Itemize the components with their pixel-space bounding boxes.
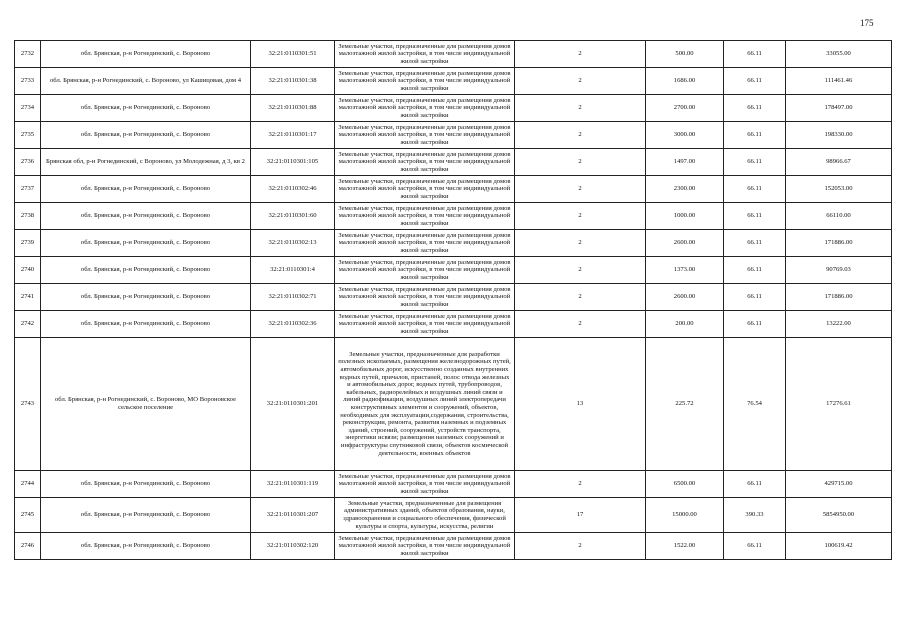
cadastral-number-cell: 32:21:0110301:119 <box>251 471 335 498</box>
cadastral-number-cell: 32:21:0110301:38 <box>251 68 335 95</box>
cadastral-number-cell: 32:21:0110301:60 <box>251 203 335 230</box>
row-number-cell: 2733 <box>15 68 41 95</box>
group-number-cell: 2 <box>515 122 646 149</box>
table-row <box>15 203 892 230</box>
area-cell: 1000.00 <box>646 203 724 230</box>
land-use-purpose-cell: Земельные участки, предназначенные для размещения домов малоэтажной жилой застройки, в том числе индивидуальной жилой застройки <box>335 95 515 122</box>
group-number-cell: 2 <box>515 68 646 95</box>
table-body <box>15 41 892 560</box>
cadastral-value-cell: 90769.03 <box>786 257 892 284</box>
cadastral-number-cell: 32:21:0110301:201 <box>251 338 335 471</box>
land-use-purpose-cell: Земельные участки, предназначенные для размещения домов малоэтажной жилой застройки, в том числе индивидуальной жилой застройки <box>335 471 515 498</box>
address-cell: обл. Брянская, р-н Рогнединский, с. Вороново <box>41 203 251 230</box>
table-row <box>15 122 892 149</box>
group-number-cell: 2 <box>515 230 646 257</box>
area-cell: 1497.00 <box>646 149 724 176</box>
cadastral-value-cell: 66110.00 <box>786 203 892 230</box>
cadastral-number-cell: 32:21:0110301:4 <box>251 257 335 284</box>
specific-value-cell: 76.54 <box>724 338 786 471</box>
land-use-purpose-cell: Земельные участки, предназначенные для размещения домов малоэтажной жилой застройки, в том числе индивидуальной жилой застройки <box>335 68 515 95</box>
group-number-cell: 2 <box>515 176 646 203</box>
area-cell: 2600.00 <box>646 284 724 311</box>
cadastral-number-cell: 32:21:0110302:36 <box>251 311 335 338</box>
cadastral-number-cell: 32:21:0110301:17 <box>251 122 335 149</box>
table-row <box>15 338 892 471</box>
address-cell: обл. Брянская, р-н Рогнединский, с. Вороново <box>41 498 251 533</box>
cadastral-number-cell: 32:21:0110302:46 <box>251 176 335 203</box>
specific-value-cell: 66.11 <box>724 41 786 68</box>
specific-value-cell: 66.11 <box>724 95 786 122</box>
row-number-cell: 2738 <box>15 203 41 230</box>
group-number-cell: 2 <box>515 284 646 311</box>
row-number-cell: 2746 <box>15 533 41 560</box>
row-number-cell: 2734 <box>15 95 41 122</box>
address-cell: обл. Брянская, р-н Рогнединский, с. Вороново <box>41 230 251 257</box>
specific-value-cell: 66.11 <box>724 203 786 230</box>
specific-value-cell: 66.11 <box>724 471 786 498</box>
cadastral-value-cell: 152053.00 <box>786 176 892 203</box>
specific-value-cell: 66.11 <box>724 230 786 257</box>
cadastral-number-cell: 32:21:0110301:88 <box>251 95 335 122</box>
cadastral-number-cell: 32:21:0110301:105 <box>251 149 335 176</box>
group-number-cell: 2 <box>515 533 646 560</box>
cadastral-value-cell: 198330.00 <box>786 122 892 149</box>
area-cell: 200.00 <box>646 311 724 338</box>
address-cell: обл. Брянская, р-н Рогнединский, с. Вороново <box>41 533 251 560</box>
address-cell: обл. Брянская, р-н Рогнединский, с. Вороново, ул Кашицовая, дом 4 <box>41 68 251 95</box>
table-row <box>15 498 892 533</box>
table-row <box>15 257 892 284</box>
cadastral-number-cell: 32:21:0110301:51 <box>251 41 335 68</box>
cadastral-number-cell: 32:21:0110302:71 <box>251 284 335 311</box>
specific-value-cell: 66.11 <box>724 533 786 560</box>
address-cell: обл. Брянская, р-н Рогнединский, с. Вороново <box>41 471 251 498</box>
cadastral-value-cell: 33055.00 <box>786 41 892 68</box>
row-number-cell: 2732 <box>15 41 41 68</box>
land-use-purpose-cell: Земельные участки, предназначенные для размещения административных зданий, объектов образования, науки, здравоохранения и социального обеспечения, физической культуры и спорта, культуры, искусства, религии <box>335 498 515 533</box>
row-number-cell: 2743 <box>15 338 41 471</box>
address-cell: обл. Брянская, р-н Рогнединский, с. Вороново, МО Вороновское сельское поселение <box>41 338 251 471</box>
table-row <box>15 230 892 257</box>
address-cell: Брянская обл, р-н Рогнединский, с Вороново, ул Молодежная, д 3, кв 2 <box>41 149 251 176</box>
land-use-purpose-cell: Земельные участки, предназначенные для размещения домов малоэтажной жилой застройки, в том числе индивидуальной жилой застройки <box>335 41 515 68</box>
table-row <box>15 149 892 176</box>
land-use-purpose-cell: Земельные участки, предназначенные для размещения домов малоэтажной жилой застройки, в том числе индивидуальной жилой застройки <box>335 122 515 149</box>
area-cell: 2600.00 <box>646 230 724 257</box>
land-use-purpose-cell: Земельные участки, предназначенные для размещения домов малоэтажной жилой застройки, в том числе индивидуальной жилой застройки <box>335 230 515 257</box>
area-cell: 1686.00 <box>646 68 724 95</box>
group-number-cell: 2 <box>515 41 646 68</box>
address-cell: обл. Брянская, р-н Рогнединский, с. Вороново <box>41 122 251 149</box>
land-use-purpose-cell: Земельные участки, предназначенные для разработки полезных ископаемых, размещения железнодорожных путей, автомобильных дорог, искусственно созданных внутренних водных путей, причалов, пристаней, полос отвода железных и автомобильных дорог, водных путей, трубопроводов, кабельных, радиорелейных и воздушных линий связи и линий радиофикации, воздушных линий электропередачи конструктивных элементов и сооружений, объектов, необходимых для эксплуатации,содержания, строительства, реконструкции, ремонта, развития наземных и подземных зданий, строений, сооружений, устройств транспорта, энергетики исвязи; размещения наземных сооружений и инфраструктуры спутниковой связи, объектов космической деятельности, военных объектов <box>335 338 515 471</box>
row-number-cell: 2745 <box>15 498 41 533</box>
row-number-cell: 2744 <box>15 471 41 498</box>
row-number-cell: 2739 <box>15 230 41 257</box>
land-use-purpose-cell: Земельные участки, предназначенные для размещения домов малоэтажной жилой застройки, в том числе индивидуальной жилой застройки <box>335 149 515 176</box>
table-row <box>15 311 892 338</box>
land-use-purpose-cell: Земельные участки, предназначенные для размещения домов малоэтажной жилой застройки, в том числе индивидуальной жилой застройки <box>335 176 515 203</box>
row-number-cell: 2740 <box>15 257 41 284</box>
cadastral-value-cell: 171886.00 <box>786 284 892 311</box>
area-cell: 1522.00 <box>646 533 724 560</box>
land-use-purpose-cell: Земельные участки, предназначенные для размещения домов малоэтажной жилой застройки, в том числе индивидуальной жилой застройки <box>335 203 515 230</box>
page-number: 175 <box>860 18 874 28</box>
specific-value-cell: 66.11 <box>724 257 786 284</box>
group-number-cell: 2 <box>515 203 646 230</box>
area-cell: 2700.00 <box>646 95 724 122</box>
area-cell: 500.00 <box>646 41 724 68</box>
group-number-cell: 2 <box>515 471 646 498</box>
group-number-cell: 13 <box>515 338 646 471</box>
cadastral-value-cell: 429715.00 <box>786 471 892 498</box>
row-number-cell: 2737 <box>15 176 41 203</box>
land-use-purpose-cell: Земельные участки, предназначенные для размещения домов малоэтажной жилой застройки, в том числе индивидуальной жилой застройки <box>335 311 515 338</box>
row-number-cell: 2741 <box>15 284 41 311</box>
cadastral-value-cell: 100619.42 <box>786 533 892 560</box>
area-cell: 15000.00 <box>646 498 724 533</box>
address-cell: обл. Брянская, р-н Рогнединский, с. Вороново <box>41 41 251 68</box>
cadastral-value-cell: 17276.61 <box>786 338 892 471</box>
address-cell: обл. Брянская, р-н Рогнединский, с. Вороново <box>41 311 251 338</box>
table-row <box>15 41 892 68</box>
cadastral-number-cell: 32:21:0110302:120 <box>251 533 335 560</box>
cadastral-value-cell: 5854950.00 <box>786 498 892 533</box>
cadastral-value-cell: 98966.67 <box>786 149 892 176</box>
cadastral-number-cell: 32:21:0110301:207 <box>251 498 335 533</box>
row-number-cell: 2735 <box>15 122 41 149</box>
group-number-cell: 2 <box>515 95 646 122</box>
area-cell: 2300.00 <box>646 176 724 203</box>
address-cell: обл. Брянская, р-н Рогнединский, с. Вороново <box>41 95 251 122</box>
group-number-cell: 2 <box>515 257 646 284</box>
land-use-purpose-cell: Земельные участки, предназначенные для размещения домов малоэтажной жилой застройки, в том числе индивидуальной жилой застройки <box>335 533 515 560</box>
area-cell: 3000.00 <box>646 122 724 149</box>
specific-value-cell: 390.33 <box>724 498 786 533</box>
table-row <box>15 533 892 560</box>
specific-value-cell: 66.11 <box>724 311 786 338</box>
area-cell: 6500.00 <box>646 471 724 498</box>
land-use-purpose-cell: Земельные участки, предназначенные для размещения домов малоэтажной жилой застройки, в том числе индивидуальной жилой застройки <box>335 257 515 284</box>
land-registry-table <box>14 40 892 560</box>
specific-value-cell: 66.11 <box>724 284 786 311</box>
cadastral-number-cell: 32:21:0110302:13 <box>251 230 335 257</box>
area-cell: 225.72 <box>646 338 724 471</box>
address-cell: обл. Брянская, р-н Рогнединский, с. Вороново <box>41 257 251 284</box>
specific-value-cell: 66.11 <box>724 68 786 95</box>
group-number-cell: 2 <box>515 149 646 176</box>
address-cell: обл. Брянская, р-н Рогнединский, с. Вороново <box>41 176 251 203</box>
table-row <box>15 284 892 311</box>
cadastral-value-cell: 111461.46 <box>786 68 892 95</box>
cadastral-value-cell: 178497.00 <box>786 95 892 122</box>
address-cell: обл. Брянская, р-н Рогнединский, с. Вороново <box>41 284 251 311</box>
land-use-purpose-cell: Земельные участки, предназначенные для размещения домов малоэтажной жилой застройки, в том числе индивидуальной жилой застройки <box>335 284 515 311</box>
row-number-cell: 2736 <box>15 149 41 176</box>
specific-value-cell: 66.11 <box>724 149 786 176</box>
group-number-cell: 2 <box>515 311 646 338</box>
table-row <box>15 68 892 95</box>
group-number-cell: 17 <box>515 498 646 533</box>
table-row <box>15 471 892 498</box>
cadastral-value-cell: 13222.00 <box>786 311 892 338</box>
table-row <box>15 176 892 203</box>
area-cell: 1373.00 <box>646 257 724 284</box>
specific-value-cell: 66.11 <box>724 122 786 149</box>
cadastral-value-cell: 171886.00 <box>786 230 892 257</box>
specific-value-cell: 66.11 <box>724 176 786 203</box>
row-number-cell: 2742 <box>15 311 41 338</box>
table-row <box>15 95 892 122</box>
